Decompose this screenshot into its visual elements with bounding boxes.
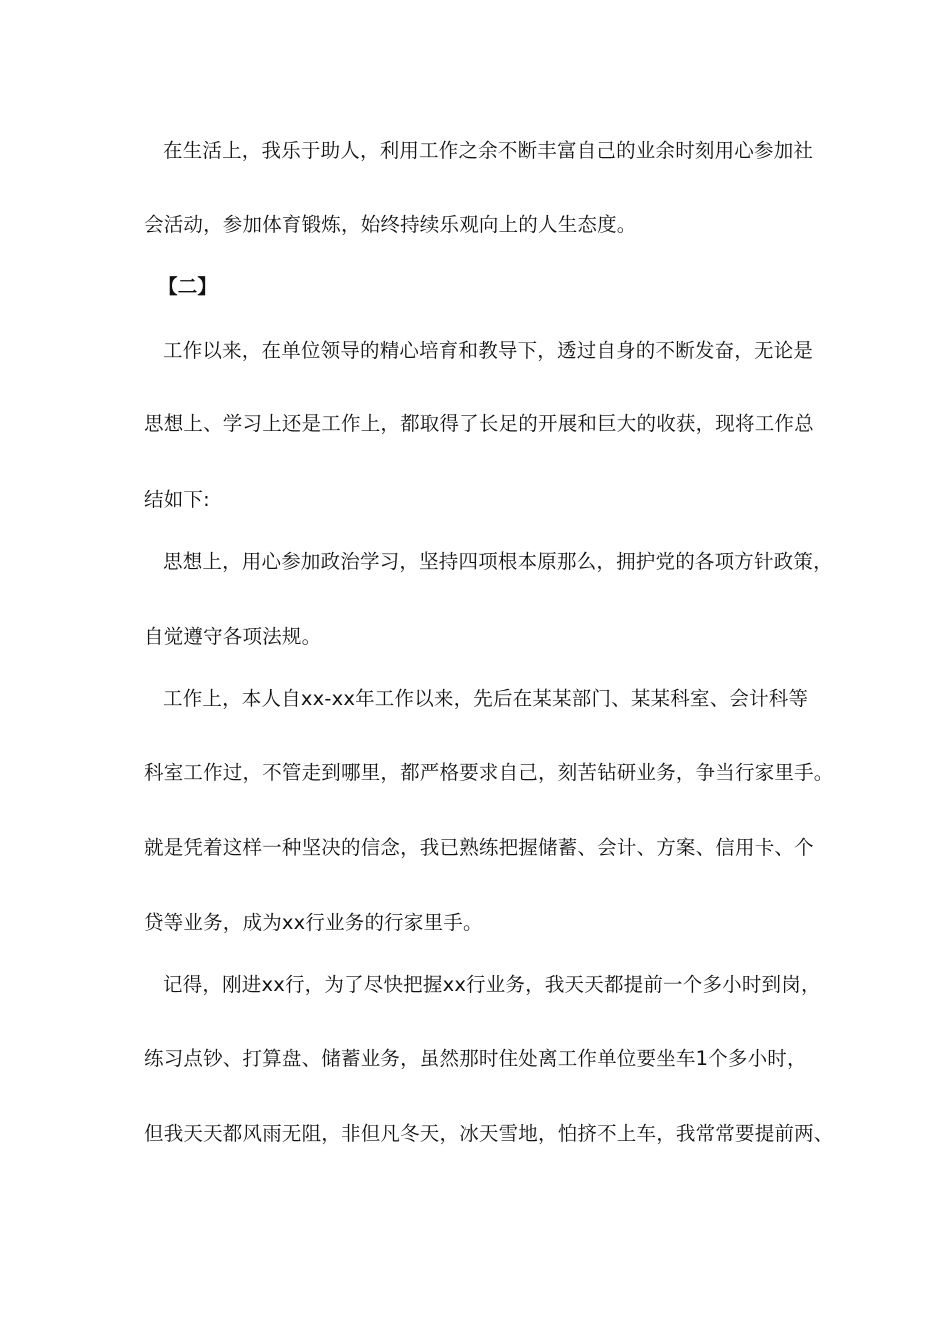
paragraph-line: 但我天天都风雨无阻，非但凡冬天，冰天雪地，怕挤不上车，我常常要提前两、 (144, 1122, 834, 1145)
section-heading: 【二】 (158, 275, 218, 298)
paragraph-line: 思想上，用心参加政治学习，坚持四项根本原那么，拥护党的各项方针政策， (163, 550, 833, 573)
paragraph-line: 结如下: (144, 488, 210, 511)
paragraph-line: 贷等业务，成为xx行业务的行家里手。 (144, 911, 483, 934)
paragraph-line: 在生活上，我乐于助人，利用工作之余不断丰富自己的业余时刻用心参加社 (163, 139, 814, 162)
paragraph-line: 会活动，参加体育锻炼，始终持续乐观向上的人生态度。 (144, 213, 637, 236)
paragraph-line: 练习点钞、打算盘、储蓄业务，虽然那时住处离工作单位要坐车1个多小时， (144, 1047, 807, 1070)
paragraph-line: 就是凭着这样一种坚决的信念，我已熟练把握储蓄、会计、方案、信用卡、个 (144, 836, 814, 859)
paragraph-line: 工作上，本人自xx-xx年工作以来，先后在某某部门、某某科室、会计科等 (163, 687, 809, 710)
paragraph-line: 工作以来，在单位领导的精心培育和教导下，透过自身的不断发奋，无论是 (163, 339, 814, 362)
paragraph-line: 记得，刚进xx行，为了尽快把握xx行业务，我天天都提前一个多小时到岗， (163, 973, 821, 996)
paragraph-line: 思想上、学习上还是工作上，都取得了长足的开展和巨大的收获，现将工作总 (144, 412, 814, 435)
paragraph-line: 自觉遵守各项法规。 (144, 625, 322, 648)
paragraph-line: 科室工作过，不管走到哪里，都严格要求自己，刻苦钻研业务，争当行家里手。 (144, 761, 834, 784)
